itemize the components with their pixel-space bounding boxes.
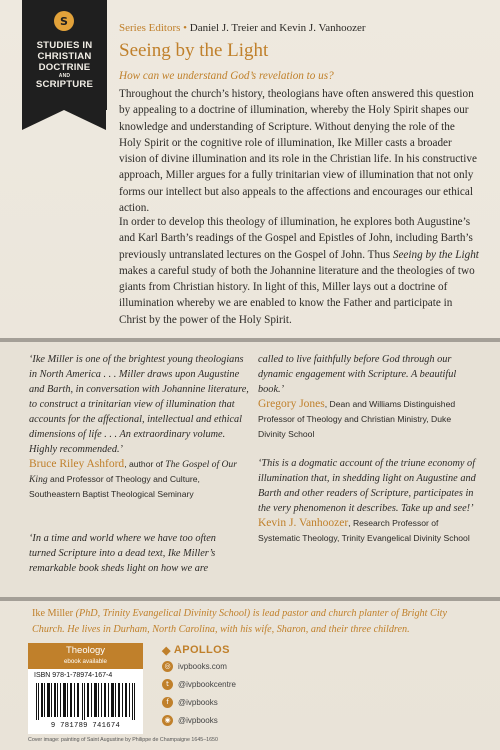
endorsement-quote: ‘In a time and world where we have too often turned Scripture into a dead text, Ike Miller’s remarkable book sheds light on how we are bbox=[29, 533, 216, 574]
isbn-text: ISBN 978-1-78974-167-4 bbox=[34, 672, 113, 679]
genre-box bbox=[28, 643, 143, 669]
endorsement-vanhoozer bbox=[258, 456, 478, 546]
endorser-affiliation: , Dean and Williams Distinguished Professor of Theology and Christian Ministry, Duke Divinity School bbox=[258, 399, 456, 439]
endorsement-quote: called to live faithfully before God through our dynamic engagement with Scripture. A beautiful book.’ bbox=[258, 354, 457, 395]
instagram-link[interactable] bbox=[162, 715, 218, 726]
banner-line: CHRISTIAN bbox=[37, 51, 92, 63]
series-editors-names: Daniel J. Treier and Kevin J. Vanhoozer bbox=[189, 22, 366, 34]
link-text: @ivpbooks bbox=[178, 716, 218, 725]
facebook-icon: f bbox=[162, 697, 173, 708]
bullet-separator: • bbox=[183, 22, 188, 34]
endorsement-ashford bbox=[29, 352, 249, 502]
genre-label: Theology bbox=[65, 645, 106, 656]
barcode-number: 9 781789 741674 bbox=[50, 722, 121, 730]
publisher-name: APOLLOS bbox=[173, 644, 230, 656]
link-text: @ivpbooks bbox=[178, 698, 218, 707]
affiliation-book-title: The Gospel of Our King bbox=[29, 459, 237, 485]
affiliation-text: and Professor of Theology and Culture, Southeastern Baptist Theological Seminary bbox=[29, 474, 200, 499]
barcode-block bbox=[28, 669, 143, 734]
banner-line: STUDIES IN bbox=[36, 40, 93, 51]
blurb-paragraph-2 bbox=[119, 214, 479, 328]
book-question: How can we understand God’s revelation to us? bbox=[119, 70, 334, 82]
series-banner bbox=[22, 0, 107, 110]
endorsement-jones-part2 bbox=[258, 352, 473, 442]
series-editors bbox=[119, 22, 366, 34]
link-text: ivpbooks.com bbox=[178, 662, 227, 671]
author-bio bbox=[32, 606, 472, 637]
endorsement-quote: ‘This is a dogmatic account of the triune economy of illumination that, in shedding light on Augustine and Barth and other readers of Scripture, participates in the very phenomenon it describes. Take up and see!’ bbox=[258, 458, 476, 514]
endorsement-jones-part1 bbox=[29, 531, 244, 576]
twitter-link[interactable] bbox=[162, 679, 236, 690]
author-name: Ike Miller bbox=[32, 608, 74, 619]
divider-bottom bbox=[0, 597, 500, 601]
cover-credit: Cover image: painting of Saint Augustine by Philippe de Champaigne 1645–1650 bbox=[28, 737, 218, 743]
book-title: Seeing by the Light bbox=[119, 40, 269, 61]
endorsement-quote: ‘Ike Miller is one of the brightest young theologians in North America . . . Miller draws upon Augustine and Barth, in conversation with Johannine literature, to construct a trinitarian view of illumination that accounts for the affectional, intellectual and ethical dimensions of life . . . An extraordinary volume. Highly recommended.’ bbox=[29, 354, 249, 455]
series-logo-icon: S bbox=[54, 11, 74, 31]
banner-line: DOCTRINE bbox=[38, 62, 91, 74]
instagram-icon: ◉ bbox=[162, 715, 173, 726]
blurb-title-italic: Seeing by the Light bbox=[392, 248, 479, 261]
globe-icon: ◎ bbox=[162, 661, 173, 672]
blurb-paragraph-1: Throughout the church’s history, theologians have often answered this question by appealing to a doctrine of illumination, whereby the Holy Spirit shapes our knowledge and understanding of Scripture. Without denying the role of the Holy Spirit or the cognitive role of illumination, Ike Miller casts a broader vision of divine illumination and its role in the Christian life. In his constructive approach, Miller argues for a fully trinitarian view of illumination that not only forms our intellect but also appeals to the affections and encourages our ethical action. bbox=[119, 88, 477, 215]
series-editors-label: Series Editors bbox=[119, 22, 181, 34]
author-bio-text: (PhD, Trinity Evangelical Divinity School) is lead pastor and church planter of Bright City Church. He lives in Durham, North Carolina, with his wife, Sharon, and their three children. bbox=[32, 608, 447, 635]
endorser-name: Kevin J. Vanhoozer bbox=[258, 517, 349, 529]
website-link[interactable] bbox=[162, 661, 227, 672]
series-banner-text bbox=[22, 40, 107, 90]
twitter-icon: t bbox=[162, 679, 173, 690]
affiliation-text: , author of bbox=[124, 459, 166, 469]
blurb-text: makes a careful study of both the Johannine literature and the theologies of two giants from Christian history. In light of this, Miller lays out a doctrine of illumination whereby we are enabled to know the Father and participate in Christ by the power of the Holy Spirit. bbox=[119, 264, 475, 326]
barcode-icon bbox=[36, 683, 136, 720]
facebook-link[interactable] bbox=[162, 697, 218, 708]
endorser-name: Gregory Jones bbox=[258, 398, 325, 410]
ebook-note: ebook available bbox=[63, 658, 107, 665]
link-text: @ivpbookcentre bbox=[178, 680, 236, 689]
apollos-mark-icon: ◆ bbox=[162, 644, 171, 657]
banner-line: AND bbox=[58, 72, 71, 79]
endorser-name: Bruce Riley Ashford bbox=[29, 458, 125, 470]
banner-line: SCRIPTURE bbox=[35, 78, 94, 90]
publisher-logo bbox=[162, 643, 230, 657]
blurb-text: In order to develop this theology of illumination, he explores both Augustine’s and Karl Barth’s readings of the Gospel and Epistles of John, including Barth’s previously untranslated lectures on the Gospel of John. Thus bbox=[119, 216, 473, 261]
endorser-affiliation: , Research Professor of Systematic Theology, Trinity Evangelical Divinity School bbox=[258, 518, 470, 543]
